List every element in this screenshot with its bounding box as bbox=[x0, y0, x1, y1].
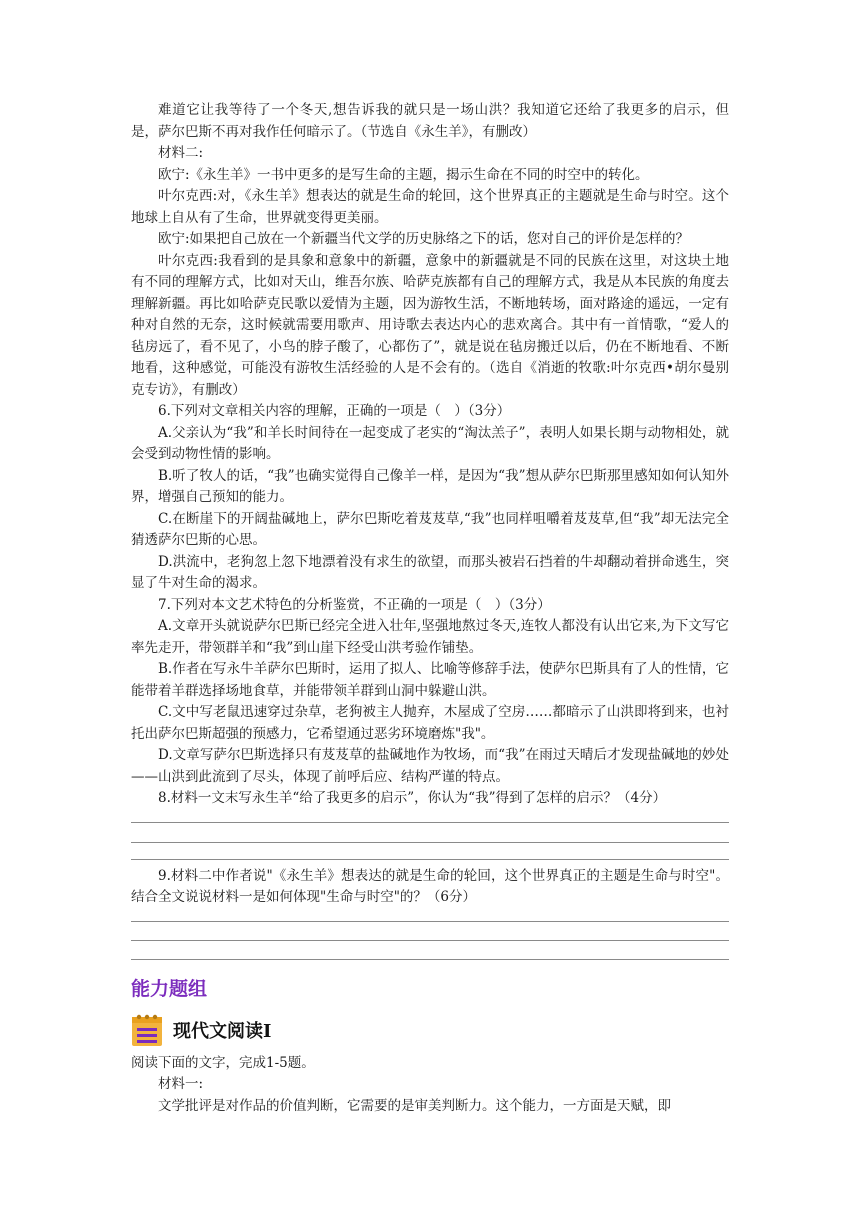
notepad-icon bbox=[131, 1013, 165, 1047]
sub-heading-title: 现代文阅读Ⅰ bbox=[173, 1020, 272, 1042]
paragraph: 难道它让我等待了一个冬天,想告诉我的就只是一场山洪？我知道它还给了我更多的启示，但是，萨尔巴斯不再对我作任何暗示了。（节选自《永生羊》，有删改） bbox=[131, 102, 729, 140]
option-d: D.洪流中，老狗忽上忽下地漂着没有求生的欲望，而那头被岩石挡着的牛却翻动着拼命逃生，突显了牛对生命的渴求。 bbox=[131, 553, 729, 591]
sub-heading bbox=[131, 1013, 729, 1047]
option-a: A.父亲认为“我”和羊长时间待在一起变成了老实的“淘汰羔子”，表明人如果长期与动物相处，就会受到动物性情的影响。 bbox=[131, 424, 729, 462]
paragraph: 欧宁:如果把自己放在一个新疆当代文学的历史脉络之下的话，您对自己的评价是怎样的？ bbox=[158, 231, 690, 247]
passage-material-one-ending bbox=[131, 100, 729, 401]
question-6 bbox=[131, 401, 729, 595]
material-one-label: 材料一: bbox=[158, 1076, 204, 1092]
document-body bbox=[131, 100, 729, 1117]
section-title: 能力题组 bbox=[131, 977, 208, 1000]
question-stem: 8.材料一文末写永生羊“给了我更多的启示”，你认为“我”得到了怎样的启示？（4分） bbox=[158, 790, 667, 806]
option-b: B.听了牧人的话，“我”也确实觉得自己像羊一样，是因为“我”想从萨尔巴斯那里感知如何认知外界，增强自己预知的能力。 bbox=[131, 467, 729, 505]
paragraph: 叶尔克西:对，《永生羊》想表达的就是生命的轮回，这个世界真正的主题就是生命与时空。这个地球上自从有了生命，世界就变得更美丽。 bbox=[131, 188, 729, 226]
question-7 bbox=[131, 595, 729, 789]
question-stem: 9.材料二中作者说"《永生羊》想表达的就是生命的轮回，这个世界真正的主题是生命与时空"。结合全文说说材料一是如何体现"生命与时空"的？（6分） bbox=[131, 867, 729, 905]
option-b: B.作者在写永牛羊萨尔巴斯时，运用了拟人、比喻等修辞手法，使萨尔巴斯具有了人的性情，它能带着羊群选择场地食草，并能带领羊群到山洞中躲避山洪。 bbox=[131, 661, 729, 699]
material-two-label: 材料二: bbox=[158, 145, 204, 161]
question-stem: 6.下列对文章相关内容的理解，正确的一项是（ ）（3分） bbox=[158, 403, 511, 419]
option-d: D.文章写萨尔巴斯选择只有芨芨草的盐碱地作为牧场，而“我”在雨过天晴后才发现盐碱地的妙处——山洪到此流到了尽头，体现了前呼后应、结构严谨的特点。 bbox=[131, 747, 729, 785]
paragraph: 文学批评是对作品的价值判断，它需要的是审美判断力。这个能力，一方面是天赋，即 bbox=[158, 1097, 671, 1114]
option-c: C.在断崖下的开阔盐碱地上，萨尔巴斯吃着芨芨草,“我”也同样咀嚼着芨芨草,但“我”却无法完全猜透萨尔巴斯的心思。 bbox=[131, 510, 729, 548]
paragraph: 欧宁:《永生羊》一书中更多的是写生命的主题，揭示生命在不同的时空中的转化。 bbox=[158, 166, 649, 183]
option-c: C.文中写老鼠迅速穿过杂草，老狗被主人抛弃，木屋成了空房……都暗示了山洪即将到来，也衬托出萨尔巴斯超强的预感力，它希望通过恶劣环境磨炼"我"。 bbox=[131, 704, 729, 742]
paragraph: 叶尔克西:我看到的是具象和意象中的新疆，意象中的新疆就是不同的民族在这里，对这块土地有不同的理解方式，比如对天山，维吾尔族、哈萨克族都有自己的理解方式，我是从本民族的角度去理解新疆。再比如哈萨克民歌以爱情为主题，因为游牧生活，不断地转场，面对路途的遥远，一定有种对自然的无奈，这时候就需要用歌声、用诗歌去表达内心的悲欢离合。其中有一首情歌，“爱人的毡房远了，看不见了，小鸟的脖子酸了，心都伤了”，就是说在毡房搬迁以后，仍在不断地看、不断地看，这种感觉，可能没有游牧生活经验的人是不会有的。（选自《消逝的牧歌:叶尔克西•胡尔曼别克专访》，有删改） bbox=[131, 252, 729, 398]
passage-two bbox=[131, 1053, 729, 1118]
question-stem: 7.下列对本文艺术特色的分析鉴赏，不正确的一项是（ ）（3分） bbox=[158, 596, 551, 613]
question-9 bbox=[131, 866, 729, 960]
passage-intro: 阅读下面的文字，完成1-5题。 bbox=[131, 1054, 315, 1071]
question-8 bbox=[131, 788, 729, 860]
option-a: A.文章开头就说萨尔巴斯已经完全进入壮年,坚强地熬过冬天,连牧人都没有认出它来,为下文写它率先走开，带领群羊和“我”到山崖下经受山洪考验作铺垫。 bbox=[131, 618, 729, 656]
